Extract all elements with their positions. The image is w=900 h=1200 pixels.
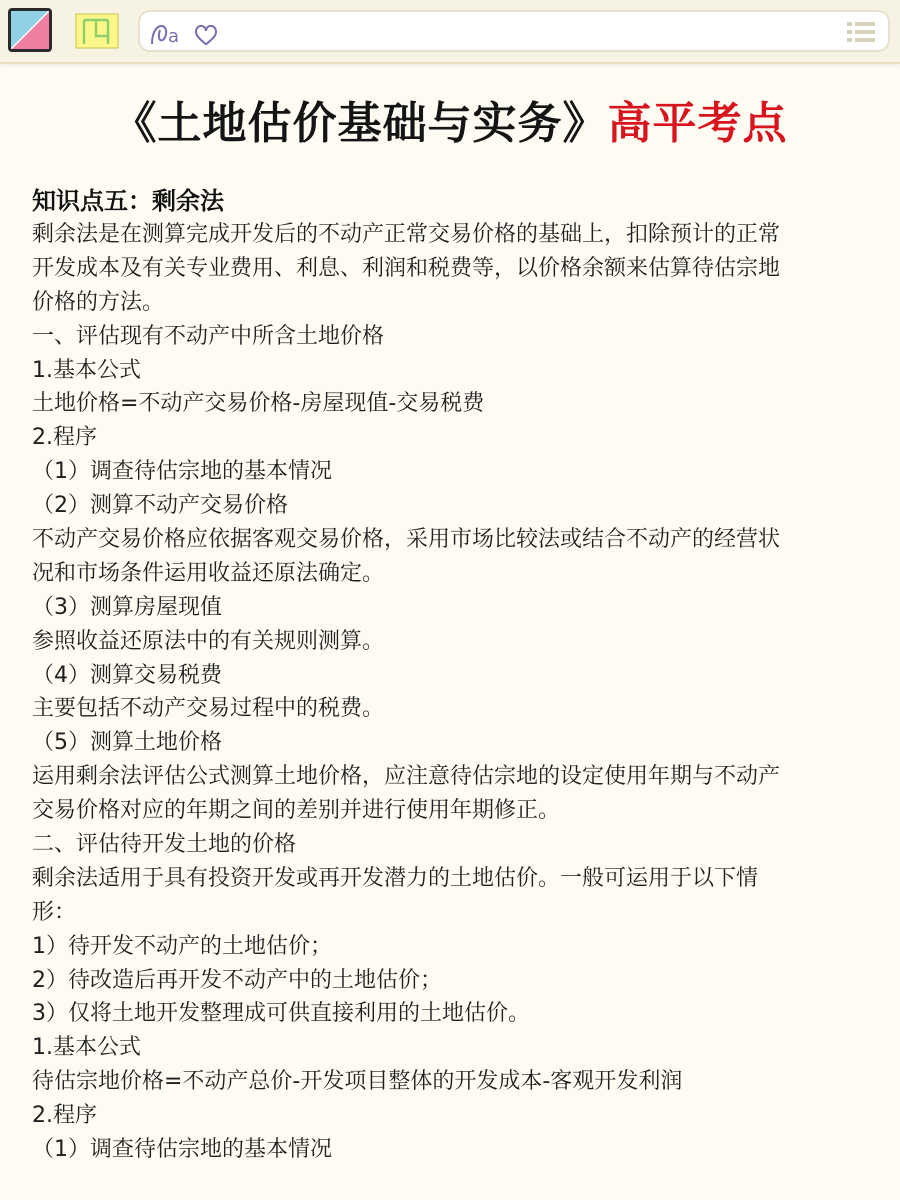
text-line: 二、评估待开发土地的价格 [32,832,297,858]
decorative-top-bar [0,0,900,64]
note-sticker-icon [74,12,120,50]
menu-list-icon[interactable] [844,18,878,46]
text-line: 不动产交易价格应依据客观交易价格，采用市场比较法或结合不动产的经营状 [32,527,781,553]
text-line: 形： [32,899,77,925]
text-line: 1.基本公式 [32,1035,141,1061]
text-line: 2）待改造后再开发不动产中的土地估价； [32,967,442,993]
text-line: 2.程序 [32,425,97,451]
text-line: （1）调查待估宗地的基本情况 [32,1137,332,1163]
text-line: 1.基本公式 [32,357,141,383]
text-line: 主要包括不动产交易过程中的税费。 [32,696,385,722]
text-line: 待估宗地价格=不动产总价-开发项目整体的开发成本-客观开发利润 [32,1069,683,1095]
text-line: 交易价格对应的年期之间的差别并进行使用年期修正。 [32,798,561,824]
text-line: （2）测算不动产交易价格 [32,493,288,519]
text-line: 剩余法是在测算完成开发后的不动产正常交易价格的基础上，扣除预计的正常 [32,222,781,247]
text-line: （3）测算房屋现值 [32,594,222,620]
text-line: 一、评估现有不动产中所含土地价格 [32,323,385,349]
text-line: 2.程序 [32,1103,97,1129]
search-input[interactable] [138,10,890,52]
title-highlight: 高平考点 [607,98,788,149]
text-line: （5）测算土地价格 [32,730,222,756]
text-line: （4）测算交易税费 [32,662,222,688]
doodle-heart-icon [146,16,226,50]
text-line: 3）仅将土地开发整理成可供直接利用的土地估价。 [32,1001,530,1027]
text-line: 参照收益还原法中的有关规则测算。 [32,628,385,654]
photo-sticker-icon [8,8,52,52]
section-heading: 知识点五：剩余法 [32,187,224,215]
text-line: 1）待开发不动产的土地估价； [32,933,332,959]
text-line: 剩余法适用于具有投资开发或再开发潜力的土地估价。一般可运用于以下情 [32,865,759,891]
text-line: （1）调查待估宗地的基本情况 [32,459,332,485]
text-line: 开发成本及有关专业费用、利息、利润和税费等，以价格余额来估算待估宗地 [32,255,781,281]
text-line: 运用剩余法评估公式测算土地价格，应注意待估宗地的设定使用年期与不动产 [32,764,781,790]
text-line: 土地价格=不动产交易价格-房屋现值-交易税费 [32,391,485,417]
page-title [0,92,900,156]
text-line: 价格的方法。 [32,289,165,315]
svg-text:a: a [168,26,180,47]
text-line: 况和市场条件运用收益还原法确定。 [32,560,385,586]
document-body [32,184,872,1167]
title-main: 《土地估价基础与实务》 [112,98,608,149]
